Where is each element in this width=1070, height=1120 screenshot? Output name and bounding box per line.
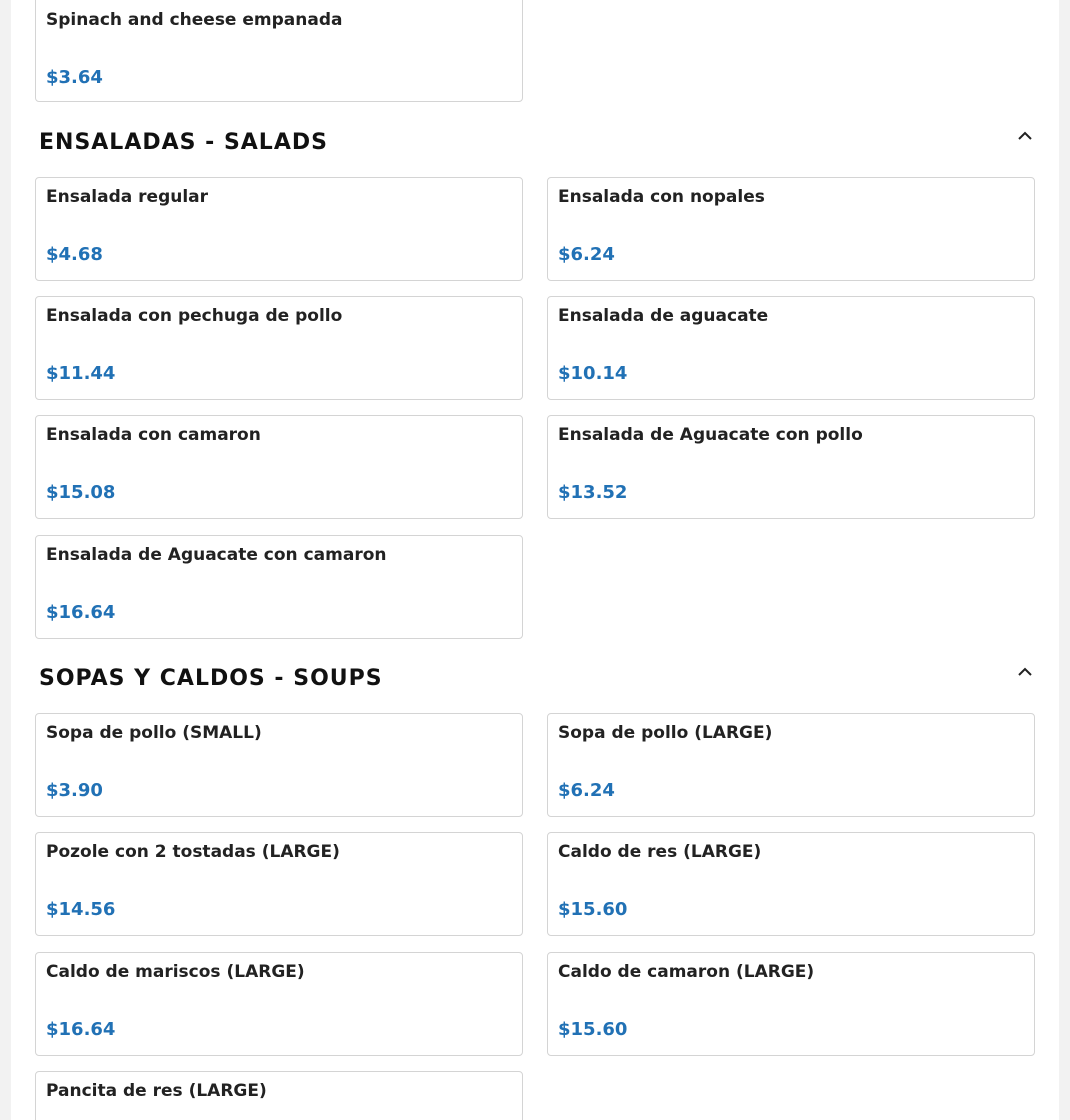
menu-item-card[interactable] bbox=[35, 0, 523, 102]
menu-item-card[interactable] bbox=[35, 535, 523, 639]
menu-item-name: Ensalada de Aguacate con camaron bbox=[46, 545, 387, 565]
menu-item-name: Ensalada de Aguacate con pollo bbox=[558, 425, 863, 445]
menu-item-price: $13.52 bbox=[558, 482, 628, 503]
menu-item-name: Ensalada regular bbox=[46, 187, 209, 207]
menu-item-price: $16.64 bbox=[46, 602, 116, 623]
menu-item-price: $6.24 bbox=[558, 244, 615, 265]
menu-page bbox=[11, 0, 1059, 1120]
menu-item-name: Ensalada con nopales bbox=[558, 187, 765, 207]
menu-item-price: $16.64 bbox=[46, 1019, 116, 1040]
menu-item-price: $6.24 bbox=[558, 780, 615, 801]
menu-item-price: $15.60 bbox=[558, 899, 628, 920]
section-title-soups: SOPAS Y CALDOS - SOUPS bbox=[39, 666, 383, 691]
menu-item-card[interactable] bbox=[35, 832, 523, 936]
menu-item-card[interactable] bbox=[547, 296, 1035, 400]
menu-item-name: Caldo de camaron (LARGE) bbox=[558, 962, 815, 982]
menu-item-card[interactable] bbox=[547, 415, 1035, 519]
menu-item-card[interactable] bbox=[547, 952, 1035, 1056]
menu-item-name: Spinach and cheese empanada bbox=[46, 10, 343, 30]
menu-item-price: $3.64 bbox=[46, 67, 103, 88]
menu-item-card[interactable] bbox=[547, 177, 1035, 281]
menu-item-name: Sopa de pollo (LARGE) bbox=[558, 723, 773, 743]
menu-item-card[interactable] bbox=[35, 713, 523, 817]
menu-item-price: $4.68 bbox=[46, 244, 103, 265]
menu-item-card[interactable] bbox=[547, 713, 1035, 817]
menu-item-price: $14.56 bbox=[46, 899, 116, 920]
chevron-up-icon[interactable] bbox=[1013, 660, 1037, 684]
menu-item-card[interactable] bbox=[547, 832, 1035, 936]
menu-item-name: Ensalada de aguacate bbox=[558, 306, 769, 326]
menu-item-price: $15.60 bbox=[558, 1019, 628, 1040]
chevron-up-icon[interactable] bbox=[1013, 124, 1037, 148]
menu-item-name: Pozole con 2 tostadas (LARGE) bbox=[46, 842, 340, 862]
menu-item-name: Pancita de res (LARGE) bbox=[46, 1081, 267, 1101]
menu-item-name: Ensalada con camaron bbox=[46, 425, 261, 445]
menu-item-name: Caldo de mariscos (LARGE) bbox=[46, 962, 305, 982]
menu-item-card[interactable] bbox=[35, 296, 523, 400]
menu-item-price: $10.14 bbox=[558, 363, 628, 384]
menu-item-price: $3.90 bbox=[46, 780, 103, 801]
menu-item-card[interactable] bbox=[35, 415, 523, 519]
menu-item-card[interactable] bbox=[35, 1071, 523, 1120]
menu-item-name: Caldo de res (LARGE) bbox=[558, 842, 762, 862]
menu-item-name: Ensalada con pechuga de pollo bbox=[46, 306, 343, 326]
section-title-salads: ENSALADAS - SALADS bbox=[39, 130, 328, 155]
menu-item-price: $11.44 bbox=[46, 363, 116, 384]
menu-item-name: Sopa de pollo (SMALL) bbox=[46, 723, 262, 743]
menu-item-card[interactable] bbox=[35, 177, 523, 281]
menu-item-price: $15.08 bbox=[46, 482, 116, 503]
menu-item-card[interactable] bbox=[35, 952, 523, 1056]
